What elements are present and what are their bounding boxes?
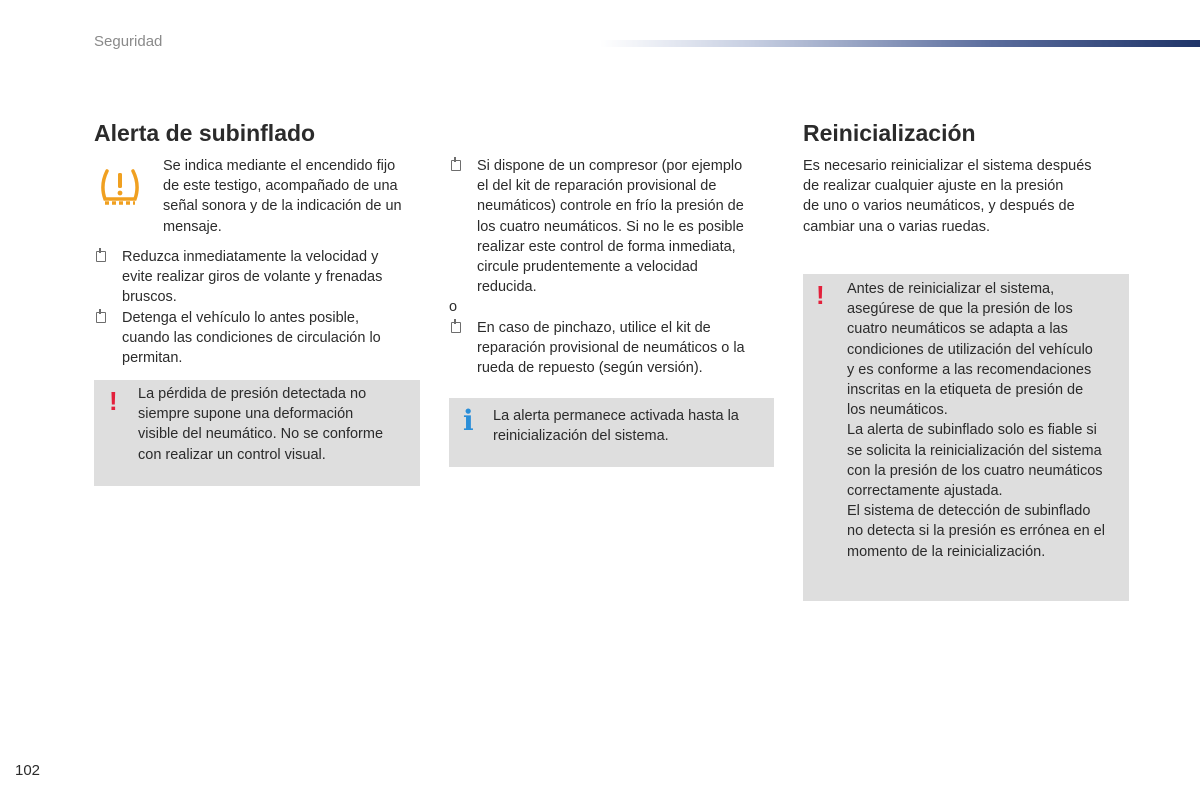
text-line: visible del neumático. No se conforme bbox=[138, 426, 384, 443]
text-line: señal sonora y de la indicación de un bbox=[163, 198, 402, 215]
text-line: Si dispone de un compresor (por ejemplo bbox=[477, 158, 743, 174]
alert-heading: Alerta de subinflado bbox=[94, 120, 316, 146]
text-line: reparación provisional de neumáticos o la bbox=[477, 339, 745, 356]
bullet-hand-icon bbox=[96, 251, 106, 262]
text-line: momento de la reinicialización. bbox=[847, 543, 1046, 560]
text-line: cambiar una o varias ruedas. bbox=[803, 218, 990, 235]
text-line: La alerta permanece activada hasta la bbox=[493, 408, 739, 424]
info-box bbox=[449, 398, 774, 467]
text-line: circule prudentemente a velocidad bbox=[477, 259, 698, 276]
text-line: no detecta si la presión es errónea en el bbox=[847, 523, 1105, 540]
text-line: neumáticos) controle en frío la presión de bbox=[477, 198, 744, 215]
reset-warning-text bbox=[847, 279, 1129, 562]
bullet-item bbox=[449, 156, 779, 297]
compressor-section bbox=[449, 156, 779, 378]
text-line: Reduzca inmediatamente la velocidad y bbox=[122, 249, 379, 265]
text-line: inscritas en la etiqueta de presión de bbox=[847, 382, 1084, 399]
exclamation-icon: ! bbox=[816, 280, 825, 310]
text-line: los cuatro neumáticos. Si no le es posible bbox=[477, 218, 744, 235]
bullet-item bbox=[94, 247, 424, 308]
text-line: Detenga el vehículo lo antes posible, bbox=[122, 309, 359, 326]
text-line: reinicialización del sistema. bbox=[493, 428, 669, 445]
text-line: La pérdida de presión detectada no bbox=[138, 386, 367, 402]
tire-pressure-warning-icon bbox=[97, 163, 143, 209]
alert-bullet-list bbox=[94, 247, 424, 368]
text-line: el del kit de reparación provisional de bbox=[477, 178, 717, 195]
text-line: de uno o varios neumáticos, y después de bbox=[803, 198, 1075, 215]
text-line: cuando las condiciones de circulación lo bbox=[122, 329, 381, 346]
text-line: condiciones de utilización del vehículo bbox=[847, 341, 1093, 358]
text-line: La alerta de subinflado solo es fiable si bbox=[847, 422, 1097, 439]
or-text: o bbox=[449, 299, 458, 316]
text-line: Antes de reinicializar el sistema, bbox=[847, 281, 1055, 297]
bullet-hand-icon bbox=[96, 312, 106, 323]
page-number: 102 bbox=[15, 762, 41, 779]
bullet-hand-icon bbox=[451, 160, 461, 171]
text-line: con la presión de los cuatro neumáticos bbox=[847, 462, 1103, 479]
bullet-hand-icon bbox=[451, 322, 461, 333]
info-icon: i bbox=[463, 404, 474, 437]
text-line: se solicita la reinicialización del sistema bbox=[847, 442, 1102, 459]
text-line: realizar este control de forma inmediata, bbox=[477, 238, 736, 255]
header-section-title: Seguridad bbox=[94, 33, 163, 50]
text-line: correctamente ajustada. bbox=[847, 483, 1003, 500]
text-line: de realizar cualquier ajuste en la presión bbox=[803, 178, 1064, 195]
text-line: reducida. bbox=[477, 279, 537, 296]
text-line: cuatro neumáticos se adapta a las bbox=[847, 321, 1068, 338]
header-bar bbox=[600, 40, 1200, 47]
text-line: Es necesario reinicializar el sistema después bbox=[803, 158, 1092, 174]
text-line: En caso de pinchazo, utilice el kit de bbox=[477, 319, 711, 336]
text-line: y es conforme a las recomendaciones bbox=[847, 361, 1092, 378]
reset-heading: Reinicialización bbox=[803, 120, 976, 146]
text-line: permitan. bbox=[122, 350, 183, 367]
text-line: bruscos. bbox=[122, 289, 177, 306]
text-line: El sistema de detección de subinflado bbox=[847, 503, 1091, 520]
reset-warning-box bbox=[803, 274, 1129, 601]
info-text bbox=[493, 406, 771, 446]
warning-box bbox=[94, 380, 420, 486]
reset-intro bbox=[803, 156, 1133, 237]
text-line: con realizar un control visual. bbox=[138, 446, 326, 463]
text-line: siempre supone una deformación bbox=[138, 406, 354, 423]
text-line: evite realizar giros de volante y frenadas bbox=[122, 269, 383, 286]
text-line: asegúrese de que la presión de los bbox=[847, 301, 1073, 318]
bullet-item bbox=[94, 308, 424, 369]
exclamation-icon: ! bbox=[109, 386, 118, 416]
text-line: de este testigo, acompañado de una bbox=[163, 178, 398, 195]
text-line: mensaje. bbox=[163, 218, 222, 235]
alert-intro bbox=[163, 156, 428, 237]
text-line: Se indica mediante el encendido fijo bbox=[163, 158, 396, 174]
bullet-item bbox=[449, 318, 779, 379]
text-line: rueda de repuesto (según versión). bbox=[477, 360, 703, 377]
text-line: los neumáticos. bbox=[847, 402, 948, 419]
warning-text bbox=[138, 384, 418, 465]
